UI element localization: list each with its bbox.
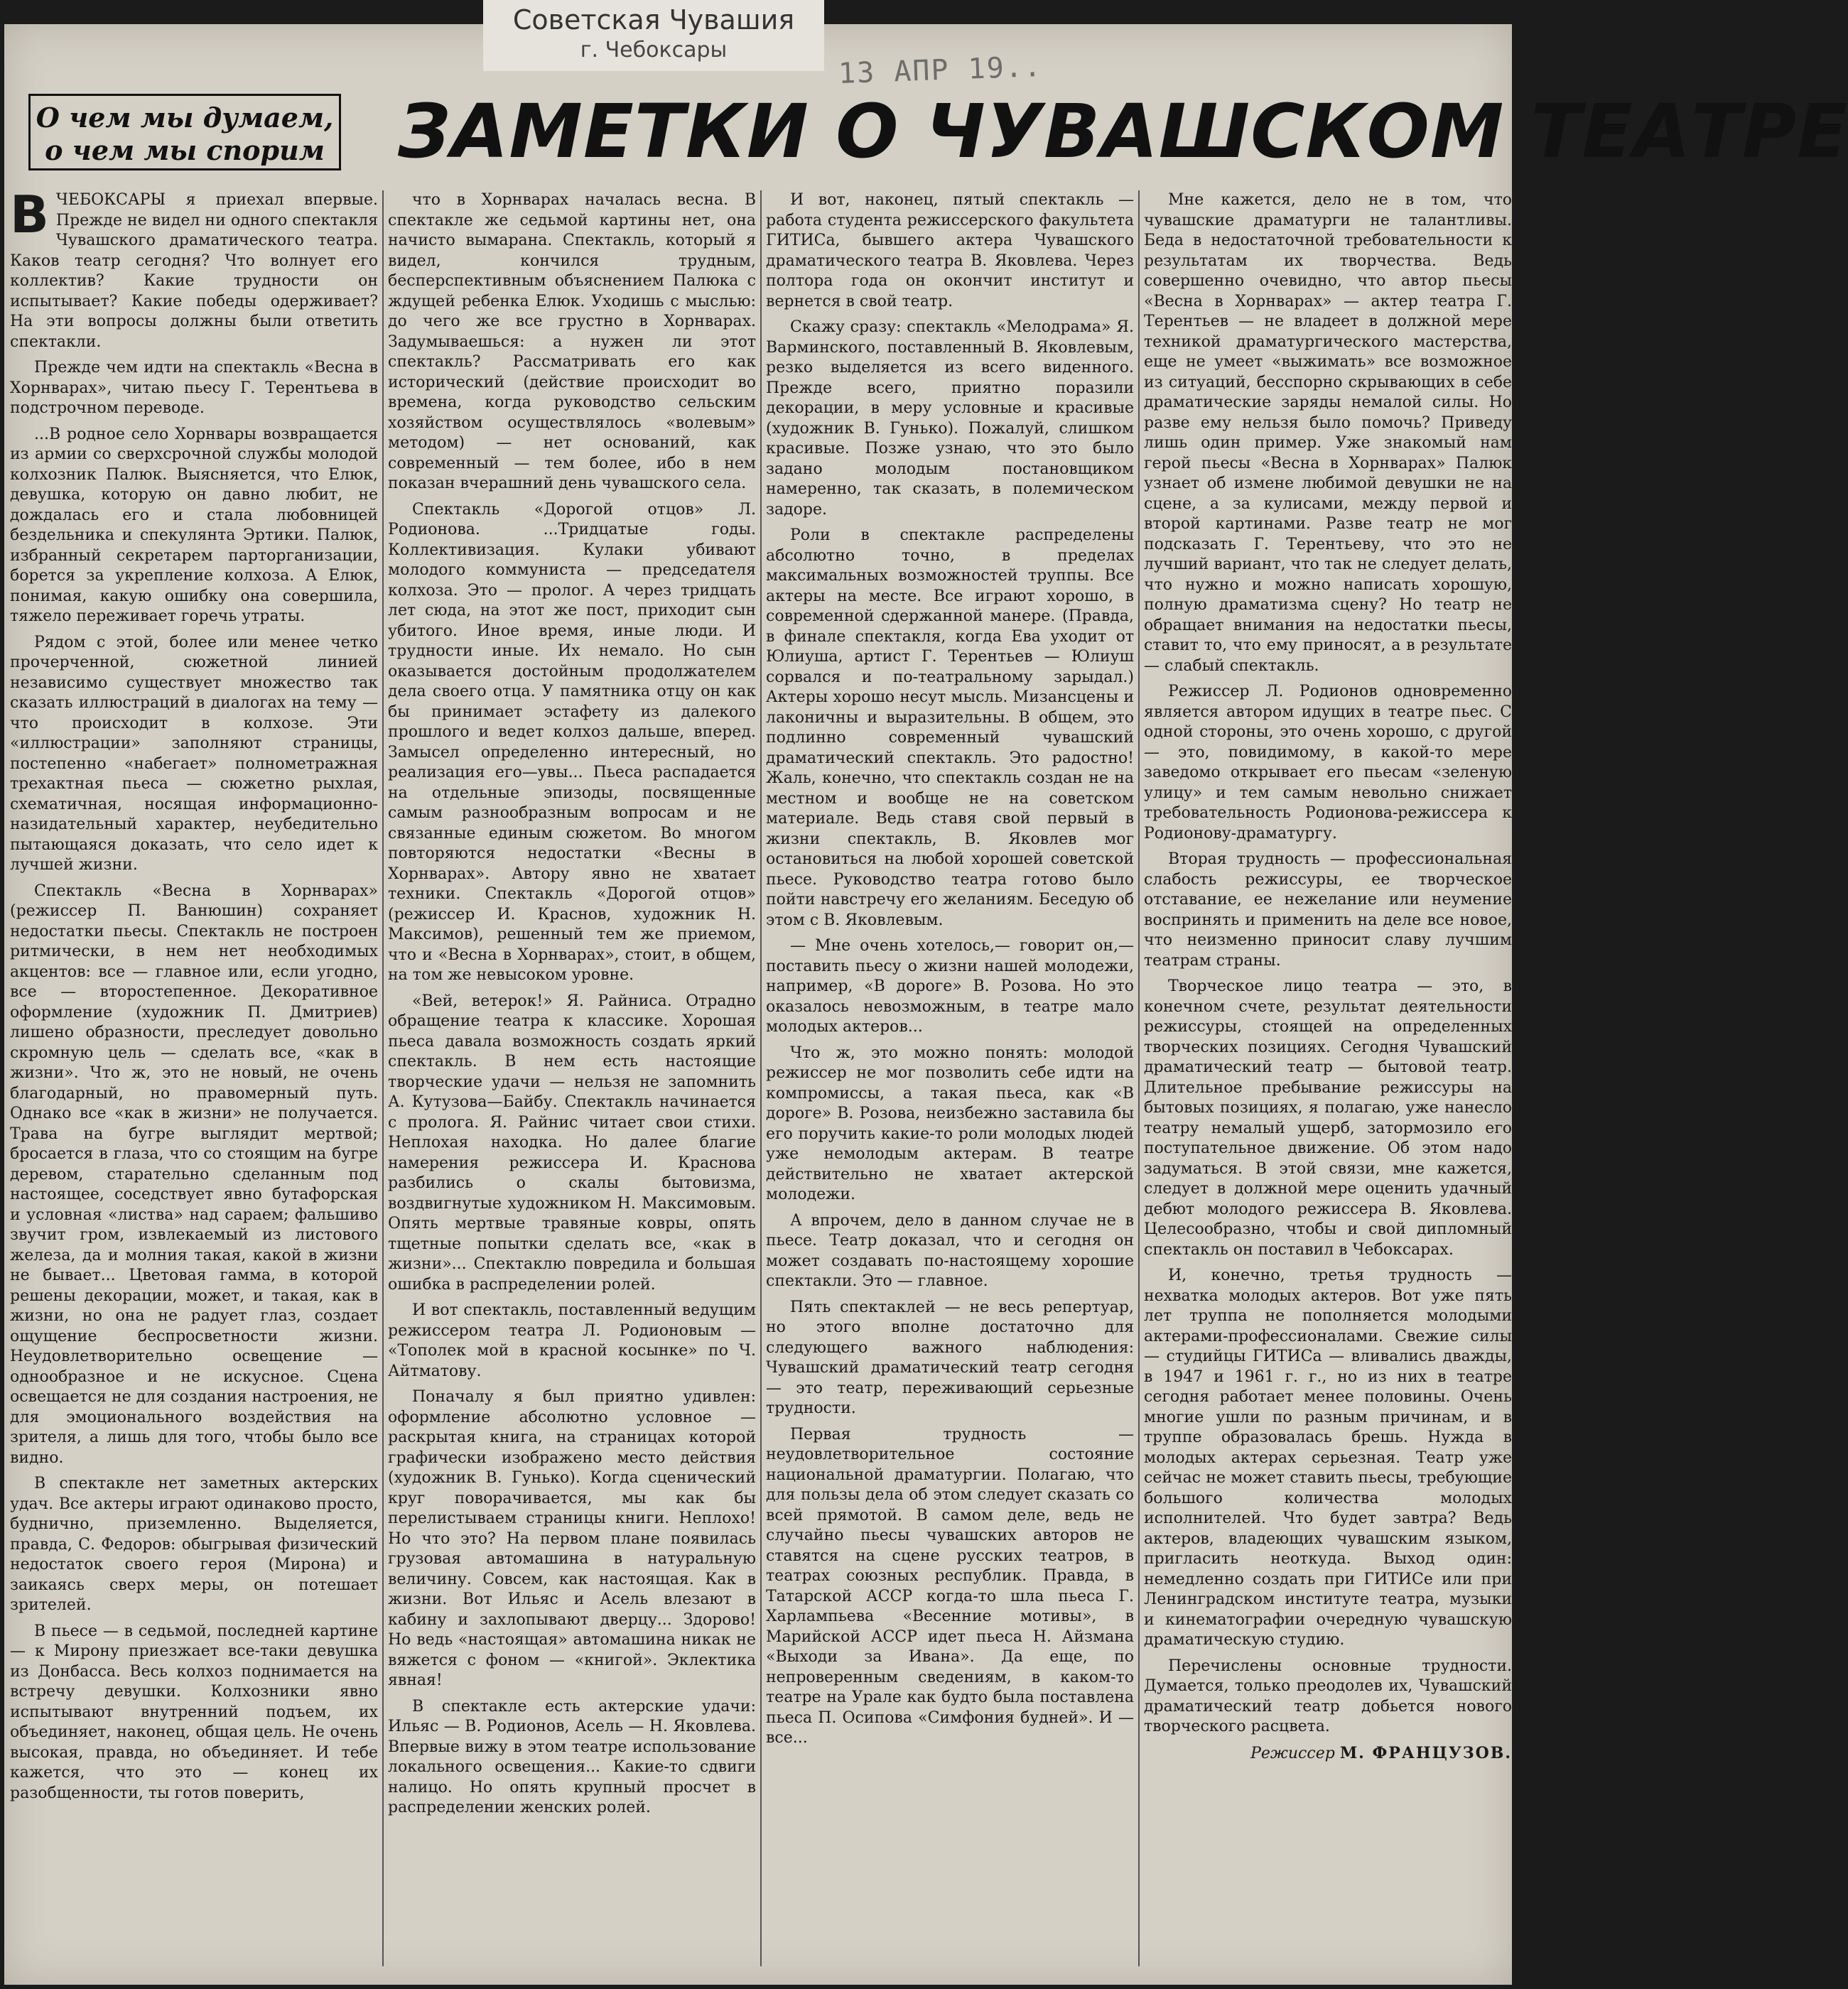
article-paragraph: что в Хорнварах началась весна. В спектакле же седьмой картины нет, она начисто вымарана. Спектакль, который я видел, кончился трудным, бесперспективным объяснением Палюка с ждущей ребенка Елюк. Уходишь с мыслью: до чего же все грустно в Хорнварах. Задумываешься: а нужен ли этот спектакль? Рассматривать его как исторический (действие происходит во времена, когда руководство сельским хозяйством осуществлялось «волевым» методом) — нет оснований, как современный — тем более, ибо в нем показан вчерашний день чувашского села. bbox=[388, 191, 756, 492]
drop-cap: В bbox=[10, 185, 49, 244]
rubric-box bbox=[28, 94, 341, 170]
article-column-2 bbox=[388, 190, 756, 1966]
article-column-4 bbox=[1144, 190, 1512, 1966]
article-paragraph: Вторая трудность — профессиональная слабость режиссуры, ее творческое отставание, ее нежелание или неумение воспринять и применить на деле все новое, что неизменно приносит славу лучшим театрам страны. bbox=[1144, 850, 1512, 970]
article-paragraph: Спектакль «Весна в Хорнварах» (режиссер П. Ванюшин) сохраняет недостатки пьесы. Спектакль не построен ритмически, в нем нет необходимых акцентов: все — главное или, если угодно, все — второстепенное. Декоративное оформление (художник П. Дмитриев) лишено образности, преследует довольно скромную цель — сделать все, «как в жизни». Что ж, это не новый, не очень благодарный, но правомерный путь. Однако все «как в жизни» не получается. Трава на бугре выглядит мертвой; бросается в глаза, что со стоящим на бугре деревом, старательно сделанным под настоящее, соседствует явно бутафорская и условная «листва» над сараем; фальшиво звучит гром, извлекаемый из листового железа, да и молния такая, какой в жизни не бывает... Цветовая гамма, в которой решены декорации, может, и такая, как в жизни, но она не радует глаз, создает ощущение беспросветности жизни. Неудовлетворительно освещение — однообразное и не искусное. Сцена освещается не для создания настроения, не для эмоционального воздействия на зрителя, а лишь для того, чтобы было все видно. bbox=[10, 882, 378, 1467]
article-paragraph: В спектакле нет заметных актерских удач. Все актеры играют одинаково просто, буднично, приземленно. Выделяется, правда, С. Федоров: обыгрывая физический недостаток своего героя (Мирона) и заикаясь сверх меры, он потешает зрителей. bbox=[10, 1475, 378, 1614]
article-column-3 bbox=[766, 190, 1134, 1966]
article-paragraph: И вот спектакль, поставленный ведущим режиссером театра Л. Родионовым — «Тополек мой в красной косынке» по Ч. Айтматову. bbox=[388, 1301, 756, 1380]
article-paragraph: В пьесе — в седьмой, последней картине — к Мирону приезжает все-таки девушка из Донбасса. Весь колхоз поднимается на встречу девушки. Колхозники явно испытывают внутренний подъем, их объединяет, наконец, общая цель. Не очень высокая, правда, но объединяет. И тебе кажется, что это — конец их разобщенности, ты готов поверить, bbox=[10, 1622, 378, 1802]
article-column-1 bbox=[10, 185, 378, 1966]
article-paragraph: Режиссер Л. Родионов одновременно является автором идущих в театре пьес. С одной стороны, это очень хорошо, с другой — это, повидимому, в какой-то мере заведомо открывает его пьесам «зеленую улицу» и тем самым невольно снижает требовательность Родионова-режиссера к Родионову-драматургу. bbox=[1144, 683, 1512, 842]
article-paragraph: ...В родное село Хорнвары возвращается из армии со сверхсрочной службы молодой колхозник Палюк. Выясняется, что Елюк, девушка, которую он давно любит, не дождалась его и стала любовницей бездельника и спекулянта Эртики. Палюк, избранный секретарем парторганизации, борется за укрепление колхоза. А Елюк, понимая, какую ошибку она совершила, тяжело переживает горечь утраты. bbox=[10, 425, 378, 625]
article-paragraph: Поначалу я был приятно удивлен: оформление абсолютно условное — раскрытая книга, на страницах которой графически изображено место действия (художник В. Гунько). Когда сценический круг поворачивается, мы как бы перелистываем страницы книги. Неплохо! Но что это? На первом плане появилась грузовая автомашина в натуральную величину. Совсем, как настоящая. Как в жизни. Вот Ильяс и Асель влезают в кабину и захлопывают дверцу... Здорово! Но ведь «настоящая» автомашина никак не вяжется с фоном — «книгой». Эклектика явная! bbox=[388, 1388, 756, 1689]
article-paragraph: И, конечно, третья трудность — нехватка молодых актеров. Вот уже пять лет труппа не пополняется молодыми актерами-профессионалами. Свежие силы — студийцы ГИТИСа — вливались дважды, в 1947 и 1961 г. г., но из них в театре сегодня работает менее половины. Очень многие ушли по разным причинам, и в труппе образовалась брешь. Нужда в молодых актерах серьезная. Театр уже сейчас не может ставить пьесы, требующие большого количества молодых исполнителей. Что будет завтра? Ведь актеров, владеющих чувашским языком, пригласить неоткуда. Выход один: немедленно создать при ГИТИСе или при Ленинградском институте театра, музыки и кинематографии очередную чувашскую драматическую студию. bbox=[1144, 1267, 1512, 1649]
article-paragraph: В спектакле есть актерские удачи: Ильяс — В. Родионов, Асель — Н. Яковлева. Впервые вижу в этом театре использование локального освещения... Какие-то сдвиги налицо. Но опять крупный просчет в распределении женских ролей. bbox=[388, 1697, 756, 1816]
article-paragraph: Первая трудность — неудовлетворительное состояние национальной драматургии. Полагаю, что для пользы дела об этом следует сказать со всей прямотой. В самом деле, ведь не случайно пьесы чувашских авторов не ставятся на сцене русских театров, в театрах союзных республик. Правда, в Татарской АССР когда-то шла пьеса Г. Харлампьева «Весенние мотивы», в Марийской АССР идет пьеса Н. Айзмана «Выходи за Ивана». Да еще, по непроверенным сведениям, в каком-то театре на Урале как будто была поставлена пьеса П. Осипова «Симфония будней». И — все... bbox=[766, 1425, 1134, 1747]
article-paragraph: Рядом с этой, более или менее четко прочерченной, сюжетной линией независимо существует множество так сказать иллюстраций в диалогах на тему — что происходит в колхозе. Эти «иллюстрации» заполняют страницы, постепенно «набегает» полнометражная трехактная пьеса — сюжетно рыхлая, схематичная, носящая информационно-назидательный характер, неубедительно пытающаяся доказать, что село идет к лучшей жизни. bbox=[10, 633, 378, 874]
article-paragraph: Спектакль «Дорогой отцов» Л. Родионова. ...Тридцатые годы. Коллективизация. Кулаки убивают молодого коммуниста — председателя колхоза. Это — пролог. А через тридцать лет сюда, на этот же пост, приходит сын убитого. Иное время, иные люди. И трудности иные. Их немало. Но сын оказывается достойным продолжателем дела своего отца. У памятника отцу он как бы принимает эстафету из далекого прошлого и ведет колхоз дальше, вперед. Замысел определенно интересный, но реализация его—увы... Пьеса распадается на отдельные эпизоды, посвященные самым разнообразным вопросам и не связанные единым сюжетом. Во многом повторяются недостатки «Весны в Хорнварах». Автору явно не хватает техники. Спектакль «Дорогой отцов» (режиссер И. Краснов, художник Н. Максимов), решенный тем же приемом, что и «Весна в Хорнварах», стоит, в общем, на том же невысоком уровне. bbox=[388, 500, 756, 984]
article-paragraph: Скажу сразу: спектакль «Мелодрама» Я. Варминского, поставленный В. Яковлевым, резко выделяется из всего виденного. Прежде всего, приятно поразили декорации, в меру условные и красивые (художник В. Гунько). Пожалуй, слишком красивые. Позже узнаю, что это было задано молодым постановщиком намеренно, так сказать, в полемическом задоре. bbox=[766, 318, 1134, 519]
author-role: Режиссер bbox=[1250, 1744, 1335, 1762]
article-paragraph bbox=[10, 185, 378, 352]
article-paragraph: Роли в спектакле распределены абсолютно точно, в пределах максимальных возможностей труппы. Все актеры на месте. Все играют хорошо, в современной сдержанной манере. (Правда, в финале спектакля, когда Ева уходит от Юлиуша, артист Г. Терентьев — Юлиуш сорвался и по-театральному зарыдал.) Актеры хорошо несут мысль. Мизансцены и лаконичны и выразительны. В общем, это подлинно современный чувашский драматический спектакль. Это радостно! Жаль, конечно, что спектакль создан не на местном и вообще не на советском материале. Ведь ставя свой первый в жизни спектакль, В. Яковлев мог остановиться на любой хорошей советской пьесе. Руководство театра готово было пойти навстречу его желаниям. Беседую об этом с В. Яковлевым. bbox=[766, 526, 1134, 929]
rubric-line-1: О чем мы думаем, bbox=[36, 102, 334, 134]
article-paragraph: Творческое лицо театра — это, в конечном счете, результат деятельности режиссуры, стоящей на определенных творческих позициях. Сегодня Чувашский драматический театр — бытовой театр. Длительное пребывание режиссуры на бытовых позициях, я полагаю, уже нанесло театру немалый ущерб, затормозило его поступательное движение. Об этом надо задуматься. В этой связи, мне кажется, следует в должной мере оценить удачный дебют молодого режиссера В. Яковлева. Целесообразно, чтобы и свой дипломный спектакль он поставил в Чебоксарах. bbox=[1144, 977, 1512, 1259]
paragraph-text: ЧЕБОКСАРЫ я приехал впервые. Прежде не видел ни одного спектакля Чувашского драматического театра. Каков театр сегодня? Что волнует его коллектив? Какие трудности он испытывает? Какие победы одерживает? На эти вопросы должны были ответить спектакли. bbox=[10, 191, 378, 351]
rubric-line-2: о чем мы спорим bbox=[45, 134, 325, 166]
column-divider bbox=[382, 190, 384, 1966]
article-paragraph: И вот, наконец, пятый спектакль — работа студента режиссерского факультета ГИТИСа, бывшего актера Чувашского драматического театра В. Яковлева. Через полтора года он окончит институт и вернется в свой театр. bbox=[766, 191, 1134, 310]
author-signature bbox=[1144, 1743, 1512, 1765]
article-paragraph: Перечислены основные трудности. Думается, только преодолев их, Чувашский драматический театр добьется нового творческого расцвета. bbox=[1144, 1657, 1512, 1735]
article-paragraph: — Мне очень хотелось,— говорит он,— поставить пьесу о жизни нашей молодежи, например, «В дороге» В. Розова. Но это оказалось невозможным, в театре мало молодых актеров... bbox=[766, 937, 1134, 1036]
article-paragraph: «Вей, ветерок!» Я. Райниса. Отрадно обращение театра к классике. Хорошая пьеса давала возможность создать яркий спектакль. В нем есть настоящие творческие удачи — нельзя не запомнить А. Кутузова—Байбу. Спектакль начинается с пролога. Я. Райнис читает свои стихи. Неплохая находка. Но далее благие намерения режиссера И. Краснова разбились о скалы бытовизма, воздвигнутые художником Н. Максимовым. Опять мертвые травяные ковры, опять тщетные попытки сделать все, «как в жизни»... Спектаклю повредила и большая ошибка в распределении ролей. bbox=[388, 992, 756, 1294]
column-divider bbox=[1138, 190, 1140, 1966]
article-body bbox=[10, 185, 1512, 1966]
newspaper-header-stamp bbox=[483, 0, 824, 71]
article-paragraph: Мне кажется, дело не в том, что чувашские драматурги не талантливы. Беда в недостаточной требовательности к результатам их творчества. Ведь совершенно очевидно, что автор пьесы «Весна в Хорнварах» — актер театра Г. Терентьев — не владеет в должной мере техникой драматургического мастерства, еще не умеет «выжимать» все возможное из ситуаций, бесспорно скрывающих в себе драматические заряды немалой силы. Но разве ему нельзя было помочь? Приведу лишь один пример. Уже знакомый нам герой пьесы «Весна в Хорнварах» Палюк узнает об измене любимой девушки не на сцене, а за кулисами, между первой и второй картинами. Разве театр не мог подсказать Г. Терентьеву, что это не лучший вариант, что так не следует делать, что нужно и можно написать хорошую, полную драматизма сцену? Но театр не обращает внимания на недостатки пьесы, ставит то, что ему приносят, а в результате — слабый спектакль. bbox=[1144, 191, 1512, 675]
column-divider bbox=[760, 190, 762, 1966]
author-name: М. ФРАНЦУЗОВ. bbox=[1339, 1743, 1512, 1762]
article-paragraph: Прежде чем идти на спектакль «Весна в Хорнварах», читаю пьесу Г. Терентьева в подстрочном переводе. bbox=[10, 359, 378, 417]
newspaper-city: г. Чебоксары bbox=[580, 38, 728, 63]
article-paragraph: Пять спектаклей — не весь репертуар, но этого вполне достаточно для следующего важного наблюдения: Чувашский драматический театр сегодня — это театр, переживающий серьезные трудности. bbox=[766, 1298, 1134, 1417]
article-paragraph: Что ж, это можно понять: молодой режиссер не мог позволить себе идти на компромиссы, а такая пьеса, как «В дороге» В. Розова, неизбежно заставила бы его поручить какие-то роли молодых людей уже немолодым актерам. В театре действительно не хватает актерской молодежи. bbox=[766, 1044, 1134, 1203]
newspaper-name: Советская Чувашия bbox=[512, 4, 795, 36]
article-headline: ЗАМЕТКИ О ЧУВАШСКОМ ТЕАТРЕ bbox=[398, 88, 1848, 175]
article-paragraph: А впрочем, дело в данном случае не в пьесе. Театр доказал, что и сегодня он может создавать по-настоящему хорошие спектакли. Это — главное. bbox=[766, 1211, 1134, 1290]
date-stamp: 13 АПР 19.. bbox=[838, 50, 1043, 90]
